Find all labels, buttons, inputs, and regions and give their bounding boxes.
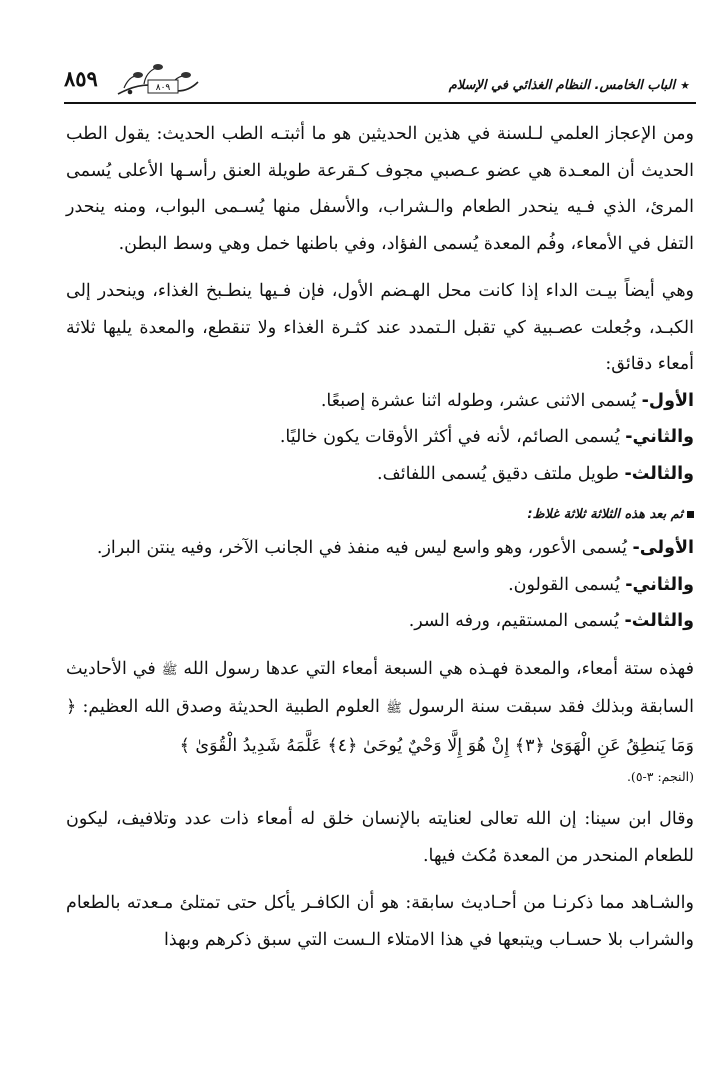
floral-ornament-icon (114, 58, 200, 100)
salawat-symbol: ﷺ (161, 662, 178, 678)
quran-reference: (النجم: ٣-٥). (626, 769, 694, 784)
svg-text:۸۰۹: ۸۰۹ (155, 83, 171, 93)
list-item: الأولى- يُسمى الأعور، وهو واسع ليس فيه منفذ في الجانب الآخر، وفيه ينتن البراز. (96, 538, 694, 558)
paragraph-evidence: والشـاهد مما ذكرنـا من أحـاديث سابقة: هو أن الكافـر يأكل حتى تمتلئ مـعدته بالطعام والشراب بلا حسـاب ويتبعها في هذا الامتلاء الـست التي سبق ذكرهم وبهذا (66, 893, 694, 950)
list-item: الأول- يُسمى الاثنى عشر، وطوله اثنا عشرة إصبعًا. (320, 390, 694, 411)
quran-verse: ﴿ وَمَا يَنطِقُ عَنِ الْهَوَىٰ ﴿٣﴾ إِنْ هُوَ إِلَّا وَحْيٌ يُوحَىٰ ﴿٤﴾ عَلَّمَهُ شَدِيدُ الْقُوَىٰ ﴾ (66, 697, 694, 756)
running-title: ★الباب الخامس. النظام الغذائي في الإسلام (448, 78, 690, 93)
square-bullet-icon (687, 511, 694, 518)
paragraph-ibn-sina: وقال ابن سينا: إن الله تعالى لعنايته بالإنسان خلق له أمعاء ذات عدد وتلافيف، ليكون للطعام المنحدر من المعدة مُكث فيها. (66, 809, 694, 866)
page-number: ٨٥٩ (64, 66, 98, 91)
section-subheading: ثم بعد هذه الثلاثة ثلاثة غلاظ: (66, 500, 694, 530)
star-icon: ★ (680, 79, 690, 92)
paragraph-stomach: ومن الإعجاز العلمي لـلسنة في هذين الحديثين هو ما أثبتـه الطب الحديث: يقول الطب الحديث أن المعـدة هي عضو عـصبي مجوف كـقرعة طويلة العنق رأسـها الأعلى يُسمى المرئ، الذي فـيه ينحدر الطعام والـشراب، والأسفل منها يُسـمى البواب، ومنه ينحدر التفل في الأمعاء، وفُم المعدة يُسمى الفؤاد، وفي باطنها خمل وهي وسط البطن. (66, 124, 694, 254)
list-item: والثاني- يُسمى الصائم، لأنه في أكثر الأوقات يكون خاليًا. (279, 427, 694, 447)
list-item: والثالث- يُسمى المستقيم، ورفه السر. (408, 611, 694, 631)
list-item: والثاني- يُسمى القولون. (508, 574, 694, 595)
paragraph-seven-intestines: فهذه ستة أمعاء، والمعدة فهـذه هي السبعة أمعاء التي عدها رسول الله ﷺ في الأحاديث السابقة وبذلك فقد سبقت سنة الرسول ﷺ العلوم الطبية الحديثة وصدق الله العظيم: ﴿ وَمَا يَنطِقُ عَنِ الْهَوَىٰ ﴿٣﴾ إِنْ هُوَ إِلَّا وَحْيٌ يُوحَىٰ ﴿٤﴾ عَلَّمَهُ شَدِيدُ الْقُوَىٰ ﴾ (66, 658, 694, 756)
list-item: والثالث- طويل ملتف دقيق يُسمى اللفائف. (377, 463, 694, 484)
page-body (66, 116, 694, 958)
paragraph-stomach-function: وهي أيضاً بيـت الداء إذا كانت محل الهـضم الأول، فإن فـيها ينطـبخ الغذاء، وينحدر إلى الكبـد، وجُعلت عصـبية كي تقبل الـتمدد عند كثـرة الغذاء ولا تنقطع، والمعدة يليها ثلاثة أمعاء دقائق: (66, 281, 694, 374)
salawat-symbol: ﷺ (386, 701, 402, 716)
page-header (64, 62, 696, 104)
